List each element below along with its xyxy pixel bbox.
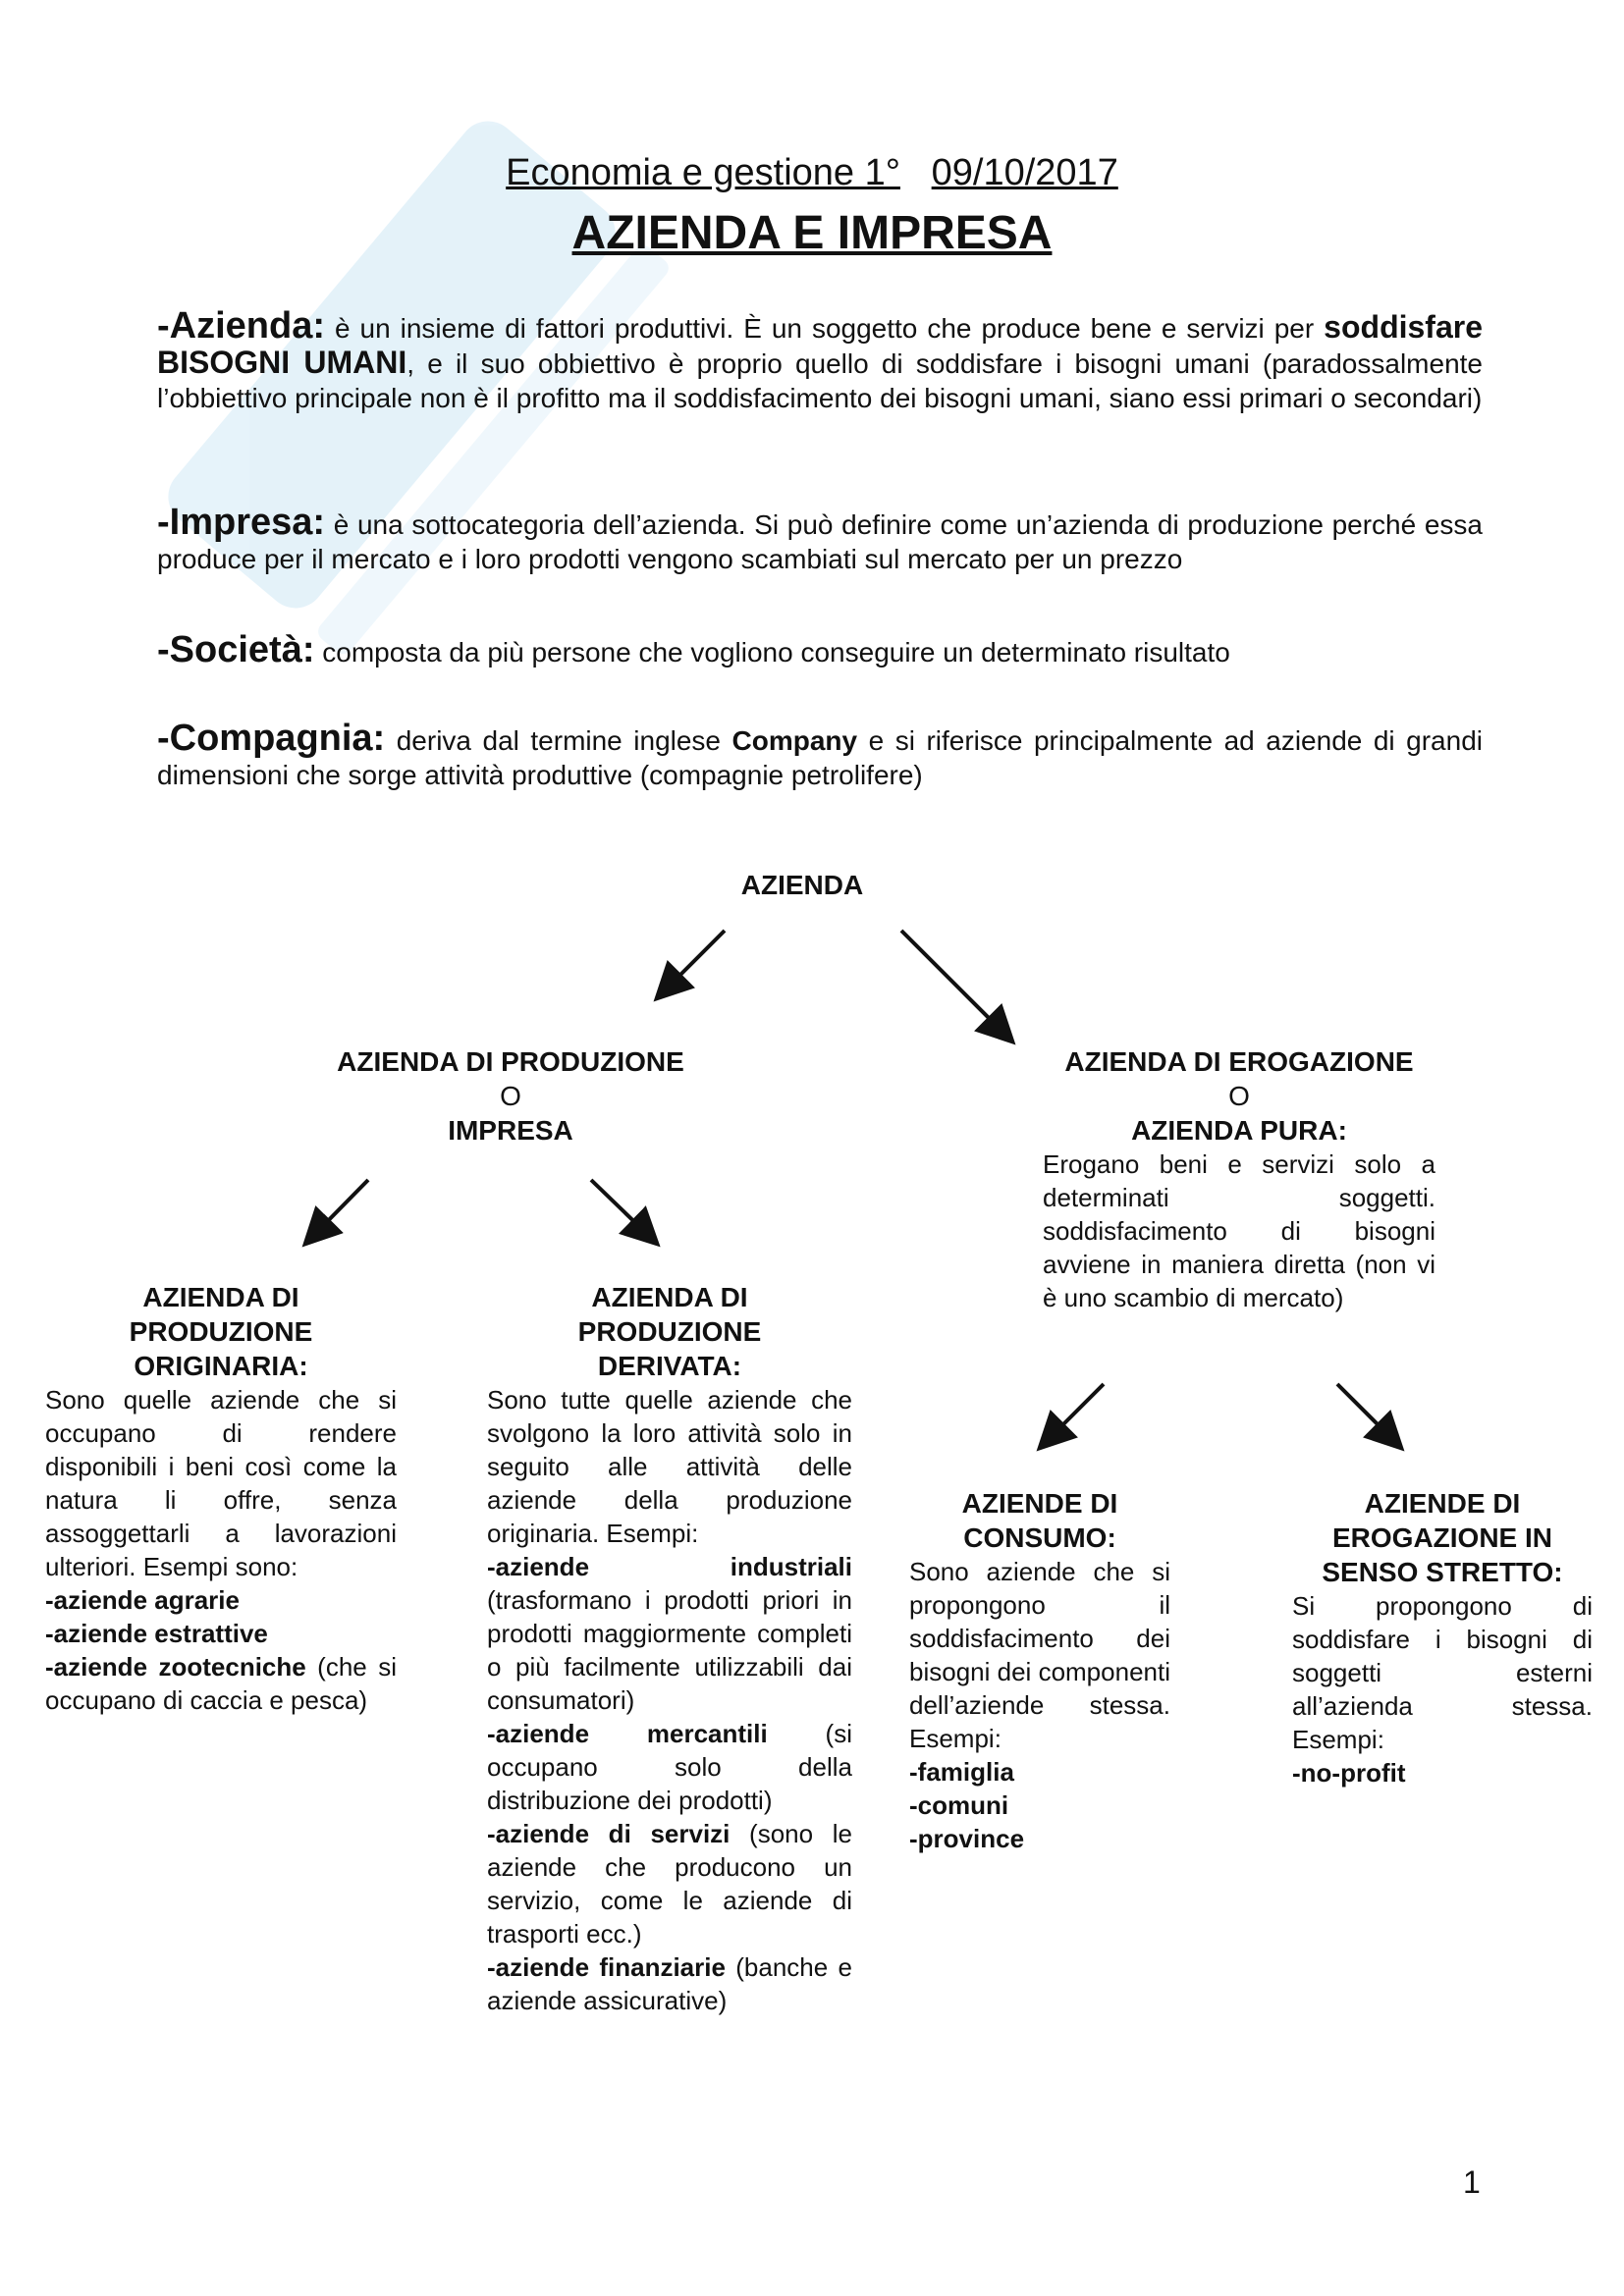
definition-societa: -Società: composta da più persone che vogliono conseguire un determinato risultato xyxy=(157,629,1230,670)
arrow-root-to-erogazione xyxy=(901,931,1007,1037)
list-item: -aziende industriali (trasformano i prodotti priori in prodotti maggiormente completi o più facilmente utilizzabili dai consumatori) xyxy=(487,1552,852,1715)
list-item: -famiglia xyxy=(909,1757,1014,1787)
consumo-title: AZIENDE DI CONSUMO: xyxy=(961,1488,1118,1553)
definition-impresa: -Impresa: è una sottocategoria dell’azienda. Si può definire come un’azienda di produzione perché essa produce per il mercato e i loro prodotti vengono scambiati sul mercato per un prezzo xyxy=(157,502,1483,574)
list-item: -aziende zootecniche (che si occupano di caccia e pesca) xyxy=(45,1652,397,1715)
arrow-root-to-produzione xyxy=(662,931,725,993)
node-azienda-produzione: AZIENDA DI PRODUZIONE O IMPRESA xyxy=(337,1046,684,1146)
page-title: AZIENDA E IMPRESA xyxy=(571,207,1053,259)
stretto-description: Si propongono di soddisfare i bisogni di soggetti esterni all’azienda stessa. Esempi: -no-profit xyxy=(1292,1591,1593,1788)
diagram-root: AZIENDA xyxy=(740,870,864,900)
definition-compagnia: -Compagnia: deriva dal termine inglese Company e si riferisce principalmente ad aziende di grandi dimensioni che sorge attività produttive (compagnie petrolifere) xyxy=(157,718,1483,790)
erogazione-description: Erogano beni e servizi solo a determinati soggetti. soddisfacimento di bisogni avviene in maniera diretta (non vi è uno scambio di mercato) xyxy=(1043,1149,1435,1312)
list-item: -aziende agrarie xyxy=(45,1585,240,1615)
definition-azienda: -Azienda: è un insieme di fattori produttivi. È un soggetto che produce bene e servizi per soddisfare BISOGNI UMANI, e il suo obbiettivo è proprio quello di soddisfare i bisogni umani (paradossalmente l’obbiettivo principale non è il profitto ma il soddisfacimento dei bisogni umani, siano essi primari o secondari) xyxy=(157,305,1483,413)
node-aziende-consumo xyxy=(909,1486,1170,1855)
arrow-erogazione-to-consumo xyxy=(1045,1384,1104,1443)
node-azienda-erogazione: AZIENDA DI EROGAZIONE O AZIENDA PURA: Erogano beni e servizi solo a determinati soggetti. soddisfacimento di bisogni avviene in maniera diretta (non vi è uno scambio di mercato) xyxy=(1043,1046,1435,1312)
arrow-erogazione-to-stretto xyxy=(1337,1384,1396,1443)
list-item: -aziende di servizi (sono le aziende che producono un servizio, come le aziende di trasporti ecc.) xyxy=(487,1819,852,1949)
page-number: 1 xyxy=(1463,2164,1481,2200)
stretto-title: AZIENDE DI EROGAZIONE IN SENSO STRETTO: xyxy=(1322,1488,1563,1587)
node-erogazione-stretto xyxy=(1292,1486,1593,1789)
list-item: -comuni xyxy=(909,1790,1009,1820)
node-produzione-originaria xyxy=(45,1280,397,1717)
list-item: -aziende estrattive xyxy=(45,1619,268,1648)
originaria-title: AZIENDA DI PRODUZIONE ORIGINARIA: xyxy=(129,1282,313,1381)
list-item: -aziende mercantili (si occupano solo della distribuzione dei prodotti) xyxy=(487,1719,852,1815)
list-item: -aziende finanziarie (banche e aziende assicurative) xyxy=(487,1952,852,2015)
derivata-description: Sono tutte quelle aziende che svolgono la loro attività solo in seguito alle attività delle aziende della produzione originaria. Esempi: -aziende industriali (trasformano i prodotti priori in prodotti maggiormente completi o più facilmente utilizzabili dai consumatori) -aziende mercantili (si occupano solo della distribuzione dei prodotti) -aziende di servizi (sono le aziende che producono un servizio, come le aziende di trasporti ecc.) -aziende finanziarie (banche e aziende assicurative) xyxy=(487,1385,852,2015)
consumo-description: Sono aziende che si propongono il soddisfacimento dei bisogni dei componenti dell’aziende stessa. Esempi: -famiglia -comuni -province xyxy=(909,1557,1170,1853)
arrow-produzione-to-originaria xyxy=(310,1180,368,1239)
node-produzione-derivata xyxy=(487,1280,852,2017)
arrow-produzione-to-derivata xyxy=(591,1180,652,1239)
lecture-date: 09/10/2017 xyxy=(931,152,1118,193)
originaria-description: Sono quelle aziende che si occupano di rendere disponibili i beni così come la natura li offre, senza assoggettarli a lavorazioni ulteriori. Esempi sono: -aziende agrarie -aziende estrattive -aziende zootecniche (che si occupano di caccia e pesca) xyxy=(45,1385,397,1715)
course-name: Economia e gestione 1° xyxy=(506,152,900,193)
list-item: -province xyxy=(909,1824,1025,1853)
derivata-title: AZIENDA DI PRODUZIONE DERIVATA: xyxy=(577,1282,762,1381)
list-item: -no-profit xyxy=(1292,1758,1406,1788)
